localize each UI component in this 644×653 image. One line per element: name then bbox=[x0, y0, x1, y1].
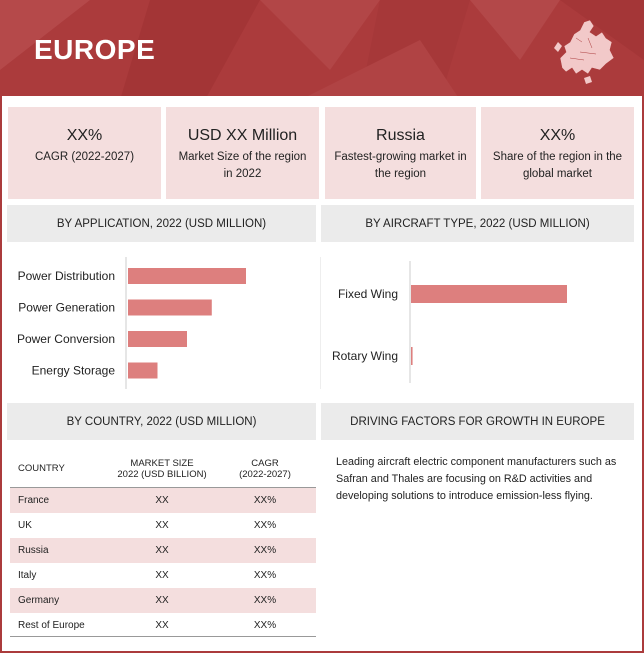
header-cagr-line2: (2022-2027) bbox=[239, 468, 291, 480]
cell-cagr: XX% bbox=[253, 595, 277, 606]
table-row bbox=[10, 563, 316, 588]
header-country: COUNTRY bbox=[18, 463, 65, 474]
stat-global-share bbox=[481, 107, 634, 199]
europe-map-icon bbox=[540, 8, 620, 88]
category-label: Power Distribution bbox=[17, 269, 115, 283]
bar bbox=[128, 300, 212, 316]
cell-size: XX bbox=[155, 545, 169, 556]
stat-value: USD XX Million bbox=[187, 127, 298, 144]
bar bbox=[411, 347, 413, 365]
stat-value: Russia bbox=[376, 127, 425, 144]
stat-label: CAGR (2022-2027) bbox=[34, 151, 135, 163]
cell-country: Rest of Europe bbox=[18, 620, 85, 631]
table-row bbox=[10, 513, 316, 538]
stat-label: Share of the region in the global market bbox=[492, 151, 623, 180]
stat-value: XX% bbox=[539, 127, 576, 144]
header-cagr bbox=[214, 458, 316, 480]
section-aircraft-title: BY AIRCRAFT TYPE, 2022 (USD MILLION) bbox=[321, 205, 634, 242]
section-application-title: BY APPLICATION, 2022 (USD MILLION) bbox=[7, 205, 316, 242]
cell-country: UK bbox=[18, 520, 32, 531]
cell-cagr: XX% bbox=[253, 520, 277, 531]
cell-size: XX bbox=[155, 520, 169, 531]
cell-size: XX bbox=[155, 595, 169, 606]
cell-cagr: XX% bbox=[253, 570, 277, 581]
driving-factors-text: Leading aircraft electric component manufacturers such as Safran and Thales are focusing on R&D activities and developing solutions to introduce emission-less flying. bbox=[336, 456, 617, 502]
stat-market-size bbox=[166, 107, 319, 199]
stat-label: Market Size of the region in 2022 bbox=[178, 151, 307, 180]
bar bbox=[128, 268, 246, 284]
header-banner bbox=[0, 0, 644, 100]
aircraft-bar-chart bbox=[320, 255, 644, 395]
country-table bbox=[10, 450, 316, 638]
bar bbox=[128, 331, 187, 347]
page-title: EUROPE bbox=[34, 34, 156, 65]
stat-label: Fastest-growing market in the region bbox=[334, 151, 467, 180]
cell-country: Russia bbox=[18, 545, 49, 556]
header-cagr-line1: CAGR bbox=[251, 457, 279, 469]
cell-size: XX bbox=[155, 570, 169, 581]
category-label: Rotary Wing bbox=[331, 349, 398, 363]
header-market-size-line1: MARKET SIZE bbox=[130, 457, 194, 469]
header-market-size bbox=[110, 458, 214, 480]
category-label: Power Generation bbox=[18, 300, 115, 315]
stat-fastest-growing bbox=[325, 107, 476, 199]
table-bottom-rule bbox=[10, 636, 316, 637]
cell-country: Germany bbox=[18, 595, 60, 606]
cell-size: XX bbox=[155, 620, 169, 631]
category-label: Power Conversion bbox=[16, 332, 115, 346]
header-market-size-line2: 2022 (USD BILLION) bbox=[117, 468, 207, 480]
category-label: Energy Storage bbox=[31, 363, 115, 378]
bar bbox=[411, 285, 567, 303]
application-bar-chart bbox=[0, 255, 320, 395]
cell-cagr: XX% bbox=[253, 545, 277, 556]
table-header bbox=[10, 450, 316, 488]
table-row bbox=[10, 538, 316, 563]
cell-country: France bbox=[18, 495, 50, 506]
cell-size: XX bbox=[155, 495, 169, 506]
cell-cagr: XX% bbox=[253, 620, 277, 631]
bar bbox=[128, 363, 158, 379]
cell-cagr: XX% bbox=[253, 495, 277, 506]
section-country-title: BY COUNTRY, 2022 (USD MILLION) bbox=[7, 403, 316, 440]
stat-cagr bbox=[8, 107, 161, 199]
cell-country: Italy bbox=[18, 570, 37, 581]
section-drivers-title: DRIVING FACTORS FOR GROWTH IN EUROPE bbox=[321, 403, 634, 440]
stat-value: XX% bbox=[66, 127, 103, 144]
table-row bbox=[10, 488, 316, 513]
category-label: Fixed Wing bbox=[337, 287, 398, 301]
table-row bbox=[10, 613, 316, 638]
table-row bbox=[10, 588, 316, 613]
